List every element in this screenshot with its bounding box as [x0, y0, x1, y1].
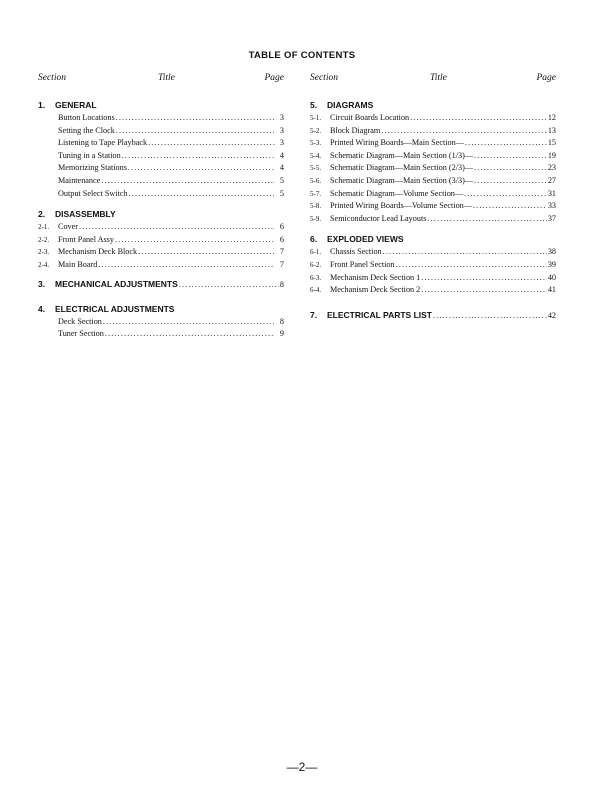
entry-page: 23	[547, 163, 556, 173]
entry-page: 6	[279, 234, 284, 244]
entry-page: 27	[547, 175, 556, 185]
entry-page: 5	[279, 175, 284, 185]
entry-page: 9	[279, 329, 284, 339]
header-section: Section	[38, 73, 66, 83]
entry-label: Schematic Diagram—Main Section (3/3)—	[330, 175, 474, 185]
dot-leader	[427, 213, 546, 226]
section-number: 3.	[38, 278, 46, 289]
toc-entry[interactable]	[38, 150, 284, 163]
section-exploded-views	[310, 233, 556, 296]
entry-page: 38	[547, 247, 556, 257]
entry-label: Semiconductor Lead Layouts	[330, 213, 427, 223]
header-title: Title	[158, 73, 175, 83]
section-label: DISASSEMBLY	[55, 209, 116, 220]
section-disassembly	[38, 208, 284, 271]
section-label: ELECTRICAL ADJUSTMENTS	[55, 303, 175, 314]
entry-label: Schematic Diagram—Main Section (2/3)—	[330, 163, 474, 173]
header-page: Page	[264, 73, 284, 83]
toc-entry[interactable]	[310, 284, 556, 297]
dot-leader	[421, 272, 547, 285]
column-header	[38, 73, 284, 87]
section-label: GENERAL	[55, 100, 97, 110]
entry-page: 4	[279, 163, 284, 173]
section-label: MECHANICAL ADJUSTMENTS	[55, 278, 178, 289]
dot-leader	[465, 137, 547, 150]
entry-number: 5-6.	[310, 176, 322, 185]
header-section: Section	[310, 73, 338, 83]
entry-label: Tuning in a Station	[58, 150, 121, 160]
entry-label: Setting the Clock	[58, 125, 115, 135]
entry-label: Chassis Section	[330, 247, 382, 257]
section-heading	[38, 303, 284, 316]
section-label: EXPLODED VIEWS	[327, 234, 404, 245]
toc-column-left	[38, 73, 284, 341]
entry-number: 5-4.	[310, 151, 322, 160]
entry-page: 12	[547, 113, 556, 122]
section-number: 2.	[38, 209, 46, 220]
entry-label: Printed Wiring Boards—Volume Section—	[330, 201, 472, 211]
entry-page: 41	[547, 285, 556, 295]
dot-leader	[433, 309, 547, 322]
dot-leader	[474, 150, 547, 163]
toc-entry[interactable]	[310, 175, 556, 188]
section-number: 1.	[38, 100, 46, 110]
dot-leader	[474, 175, 547, 188]
entry-label: Circuit Boards Location	[330, 113, 410, 122]
section-heading	[38, 208, 284, 221]
toc-entry[interactable]	[310, 259, 556, 272]
section-electrical-adjustments	[38, 303, 284, 341]
entry-label: Printed Wiring Boards—Main Section—	[330, 138, 464, 148]
entry-number: 5-9.	[310, 214, 322, 223]
section-heading	[38, 99, 284, 112]
dot-leader	[116, 112, 275, 125]
toc-entry[interactable]	[38, 221, 284, 234]
section-label: ELECTRICAL PARTS LIST	[327, 309, 432, 320]
toc-entry[interactable]	[310, 188, 556, 201]
entry-label: Deck Section	[58, 316, 102, 326]
entry-number: 2-4.	[38, 260, 50, 269]
section-label: DIAGRAMS	[327, 100, 374, 110]
dot-leader	[473, 200, 547, 213]
section-number: 5.	[310, 100, 318, 110]
entry-number: 6-3.	[310, 273, 322, 282]
dot-leader	[115, 234, 275, 247]
entry-number: 6-1.	[310, 248, 322, 257]
entry-page: 39	[547, 259, 556, 269]
dot-leader	[421, 284, 547, 297]
dot-leader	[128, 162, 275, 175]
entry-label: Maintenance	[58, 175, 101, 185]
dot-leader	[381, 125, 547, 138]
entry-label: Front Panel Assy	[58, 234, 114, 244]
entry-label: Mechanism Deck Section 1	[330, 272, 421, 282]
toc-entry[interactable]	[38, 234, 284, 247]
dot-leader	[122, 150, 275, 163]
section-diagrams	[310, 99, 556, 225]
entry-label: Memorizing Stations	[58, 163, 127, 173]
entry-page: 5	[279, 188, 284, 198]
entry-number: 6-4.	[310, 286, 322, 295]
entry-page: 15	[547, 138, 556, 148]
entry-number: 5-5.	[310, 164, 322, 173]
entry-label: Schematic Diagram—Main Section (1/3)—	[330, 150, 474, 160]
dot-leader	[179, 278, 279, 291]
toc-entry[interactable]	[310, 137, 556, 150]
entry-number: 6-2.	[310, 260, 322, 269]
entry-label: Listening to Tape Playback	[58, 138, 148, 148]
section-number: 4.	[38, 303, 46, 314]
section-heading	[310, 233, 556, 246]
entry-number: 5-1.	[310, 114, 322, 122]
toc-entry[interactable]	[310, 162, 556, 175]
toc-entry[interactable]	[38, 188, 284, 201]
toc-entry[interactable]	[310, 125, 556, 138]
toc-entry[interactable]	[38, 316, 284, 329]
entry-number: 2-3.	[38, 248, 50, 257]
entry-page: 3	[279, 113, 284, 122]
entry-label: Output Select Switch	[58, 188, 128, 198]
entry-page: 4	[279, 150, 284, 160]
toc-entry[interactable]	[310, 309, 556, 322]
entry-label: Schematic Diagram—Volume Section—	[330, 188, 464, 198]
document-title: TABLE OF CONTENTS	[248, 50, 356, 61]
entry-label: Main Board	[58, 259, 98, 269]
entry-page: 42	[547, 310, 556, 320]
toc-entry[interactable]	[38, 125, 284, 138]
section-heading	[310, 99, 556, 112]
toc-entry[interactable]	[310, 150, 556, 163]
toc-entry[interactable]	[38, 162, 284, 175]
dot-leader	[396, 259, 547, 272]
entry-page: 40	[547, 272, 556, 282]
entry-number: 2-1.	[38, 223, 50, 232]
entry-label: Front Panel Section	[330, 259, 395, 269]
dot-leader	[129, 188, 275, 201]
entry-label: Cover	[58, 222, 79, 232]
toc-entry[interactable]	[310, 112, 556, 125]
entry-page: 33	[547, 201, 556, 211]
entry-page: 3	[279, 125, 284, 135]
toc-entry[interactable]	[38, 259, 284, 272]
toc-entry[interactable]	[310, 246, 556, 259]
section-number: 6.	[310, 234, 318, 245]
entry-label: Mechanism Deck Block	[58, 247, 138, 257]
toc-entry[interactable]	[38, 278, 284, 291]
toc-column-right	[310, 73, 556, 322]
dot-leader	[383, 246, 547, 259]
dot-leader	[474, 162, 547, 175]
entry-label: Mechanism Deck Section 2	[330, 285, 421, 295]
entry-page: 13	[547, 125, 556, 135]
entry-page: 3	[279, 138, 284, 148]
toc-entry[interactable]	[310, 272, 556, 285]
toc-entry[interactable]	[38, 175, 284, 188]
entry-page: 37	[547, 213, 556, 223]
toc-entry[interactable]	[38, 137, 284, 150]
entry-label: Block Diagram	[330, 125, 381, 135]
dot-leader	[105, 328, 275, 341]
section-general	[38, 99, 284, 200]
toc-entry[interactable]	[38, 328, 284, 341]
entry-number: 2-2.	[38, 235, 50, 244]
dot-leader	[464, 188, 547, 201]
entry-number: 5-7.	[310, 189, 322, 198]
dot-leader	[101, 175, 275, 188]
section-mechanical-adjustments	[38, 278, 284, 291]
entry-number: 5-8.	[310, 202, 322, 211]
entry-page: 7	[279, 247, 284, 257]
entry-page: 6	[279, 222, 284, 232]
entry-page: 19	[547, 150, 556, 160]
entry-page: 7	[279, 259, 284, 269]
header-title: Title	[430, 73, 447, 83]
toc-entry[interactable]	[310, 213, 556, 226]
toc-entry[interactable]	[38, 246, 284, 259]
dot-leader	[98, 259, 275, 272]
section-number: 7.	[310, 309, 318, 320]
page-number: —2—	[286, 760, 318, 774]
toc-entry[interactable]	[310, 200, 556, 213]
entry-page: 8	[279, 279, 284, 289]
section-electrical-parts-list	[310, 309, 556, 322]
entry-label: Button Locations	[58, 113, 115, 122]
entry-label: Tuner Section	[58, 329, 104, 339]
entry-number: 5-2.	[310, 126, 322, 135]
entry-page: 31	[547, 188, 556, 198]
dot-leader	[138, 246, 275, 259]
dot-leader	[79, 221, 275, 234]
dot-leader	[116, 125, 275, 138]
header-page: Page	[536, 73, 556, 83]
toc-entry[interactable]	[38, 112, 284, 125]
dot-leader	[148, 137, 275, 150]
entry-page: 8	[279, 316, 284, 326]
dot-leader	[410, 112, 547, 125]
column-header	[310, 73, 556, 87]
dot-leader	[103, 316, 275, 329]
entry-number: 5-3.	[310, 139, 322, 148]
